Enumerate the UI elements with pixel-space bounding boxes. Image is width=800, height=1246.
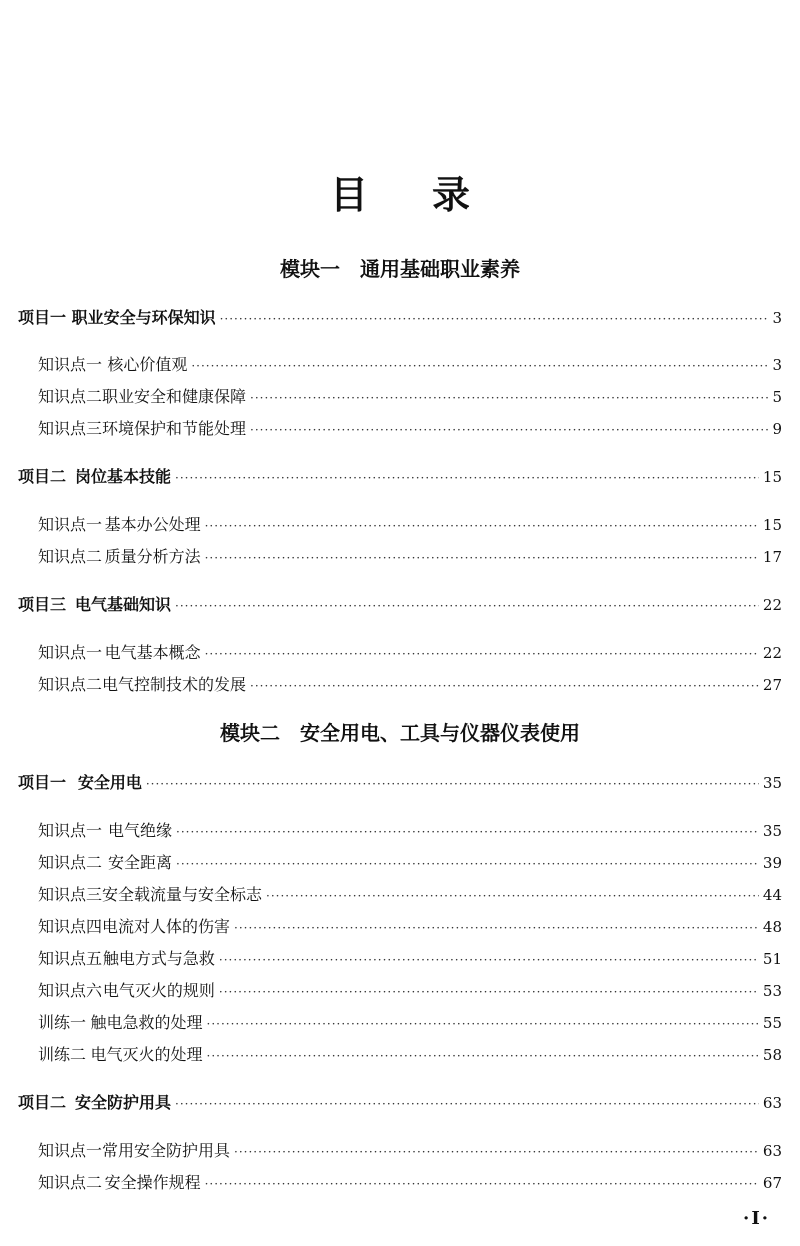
entry-page: 3 <box>772 309 782 327</box>
toc-entry-training[interactable] <box>38 1010 782 1036</box>
entry-title: 职业安全和健康保障 <box>102 387 247 406</box>
entry-label: 知识点二 <box>38 387 103 406</box>
entry-page: 22 <box>762 596 782 614</box>
entry-page: 15 <box>762 468 782 486</box>
entry-page: 39 <box>762 854 782 872</box>
toc-entry-point[interactable] <box>38 882 782 908</box>
entry-title: 安全距离 <box>108 853 173 872</box>
leader-dots <box>176 851 759 877</box>
leader-dots <box>207 1043 759 1069</box>
entry-title: 岗位基本技能 <box>74 467 171 486</box>
toc-entry-project[interactable] <box>18 464 782 490</box>
entry-page: 51 <box>762 950 782 968</box>
entry-title: 职业安全与环保知识 <box>71 308 216 327</box>
leader-dots <box>175 1091 759 1117</box>
entry-page: 67 <box>762 1174 782 1192</box>
entry-label: 知识点三 <box>38 885 103 904</box>
entry-page: 15 <box>762 516 782 534</box>
entry-title: 常用安全防护用具 <box>102 1141 231 1160</box>
leader-dots <box>266 883 759 909</box>
entry-page: 17 <box>762 548 782 566</box>
toc-entry-point[interactable] <box>38 850 782 876</box>
entry-label: 知识点一 <box>38 1141 103 1160</box>
entry-title: 电气绝缘 <box>108 821 173 840</box>
entry-title: 电气基础知识 <box>74 595 171 614</box>
toc-entry-point[interactable] <box>38 978 782 1004</box>
entry-title: 电气灭火的规则 <box>102 981 215 1000</box>
toc-entry-point[interactable] <box>38 416 782 442</box>
entry-page: 55 <box>762 1014 782 1032</box>
entry-label: 项目一 <box>18 773 67 792</box>
entry-page: 9 <box>772 420 782 438</box>
entry-title: 触电方式与急救 <box>102 949 215 968</box>
toc-entry-point[interactable] <box>38 640 782 666</box>
entry-label: 项目一 <box>18 308 67 327</box>
toc-entry-point[interactable] <box>38 1138 782 1164</box>
toc-entry-point[interactable] <box>38 352 782 378</box>
entry-title: 电气灭火的处理 <box>90 1045 203 1064</box>
entry-page: 63 <box>762 1142 782 1160</box>
leader-dots <box>205 1171 759 1197</box>
entry-page: 3 <box>772 356 782 374</box>
leader-dots <box>176 819 759 845</box>
entry-page: 35 <box>762 822 782 840</box>
leader-dots <box>234 915 759 941</box>
entry-title: 安全载流量与安全标志 <box>102 885 263 904</box>
leader-dots <box>205 513 759 539</box>
toc-entry-point[interactable] <box>38 914 782 940</box>
entry-title: 安全操作规程 <box>104 1173 201 1192</box>
toc-entry-project[interactable] <box>18 770 782 796</box>
entry-title: 环境保护和节能处理 <box>102 419 247 438</box>
toc-entry-point[interactable] <box>38 672 782 698</box>
leader-dots <box>146 771 759 797</box>
toc-entry-point[interactable] <box>38 544 782 570</box>
leader-dots <box>175 593 759 619</box>
leader-dots <box>175 465 759 491</box>
entry-label: 知识点二 <box>38 547 103 566</box>
toc-entry-point[interactable] <box>38 1170 782 1196</box>
entry-label: 知识点六 <box>38 981 103 1000</box>
entry-label: 知识点一 <box>38 355 103 374</box>
entry-page: 63 <box>762 1094 782 1112</box>
entry-label: 知识点一 <box>38 515 103 534</box>
entry-label: 知识点二 <box>38 1173 103 1192</box>
entry-label: 知识点五 <box>38 949 103 968</box>
entry-title: 电气控制技术的发展 <box>102 675 247 694</box>
toc-entry-point[interactable] <box>38 946 782 972</box>
toc-entry-project[interactable] <box>18 592 782 618</box>
leader-dots <box>250 417 768 443</box>
entry-label: 训练一 <box>38 1013 87 1032</box>
entry-title: 安全防护用具 <box>74 1093 171 1112</box>
toc-entry-project[interactable] <box>18 1090 782 1116</box>
entry-label: 项目三 <box>18 595 67 614</box>
entry-title: 质量分析方法 <box>104 547 201 566</box>
entry-label: 训练二 <box>38 1045 87 1064</box>
entry-title: 核心价值观 <box>107 355 188 374</box>
entry-page: 53 <box>762 982 782 1000</box>
entry-page: 35 <box>762 774 782 792</box>
leader-dots <box>191 353 768 379</box>
entry-title: 电气基本概念 <box>104 643 201 662</box>
entry-page: 5 <box>772 388 782 406</box>
entry-label: 项目二 <box>18 1093 67 1112</box>
entry-page: 27 <box>762 676 782 694</box>
toc-entry-point[interactable] <box>38 512 782 538</box>
leader-dots <box>234 1139 759 1165</box>
entry-title: 基本办公处理 <box>104 515 201 534</box>
entry-page: 58 <box>762 1046 782 1064</box>
entry-label: 知识点一 <box>38 643 103 662</box>
entry-label: 知识点三 <box>38 419 103 438</box>
entry-label: 知识点一 <box>38 821 103 840</box>
module-heading: 模块二 安全用电、工具与仪器仪表使用 <box>220 721 580 745</box>
page-title: 目录 <box>329 173 534 217</box>
module-heading: 模块一 通用基础职业素养 <box>280 257 520 281</box>
entry-label: 知识点四 <box>38 917 103 936</box>
leader-dots <box>250 385 768 411</box>
entry-page: 22 <box>762 644 782 662</box>
entry-title: 安全用电 <box>77 773 142 792</box>
entry-label: 项目二 <box>18 467 67 486</box>
leader-dots <box>207 1011 759 1037</box>
entry-title: 触电急救的处理 <box>90 1013 203 1032</box>
toc-entry-project[interactable] <box>18 305 782 331</box>
toc-entry-point[interactable] <box>38 384 782 410</box>
entry-page: 48 <box>762 918 782 936</box>
leader-dots <box>250 673 759 699</box>
leader-dots <box>220 306 769 332</box>
entry-page: 44 <box>762 886 782 904</box>
toc-entry-point[interactable] <box>38 818 782 844</box>
toc-entry-training[interactable] <box>38 1042 782 1068</box>
entry-label: 知识点二 <box>38 853 103 872</box>
entry-title: 电流对人体的伤害 <box>102 917 231 936</box>
leader-dots <box>205 545 759 571</box>
leader-dots <box>205 641 759 667</box>
page-folio: ·Ⅰ· <box>743 1208 770 1229</box>
leader-dots <box>219 947 759 973</box>
leader-dots <box>219 979 759 1005</box>
entry-label: 知识点二 <box>38 675 103 694</box>
